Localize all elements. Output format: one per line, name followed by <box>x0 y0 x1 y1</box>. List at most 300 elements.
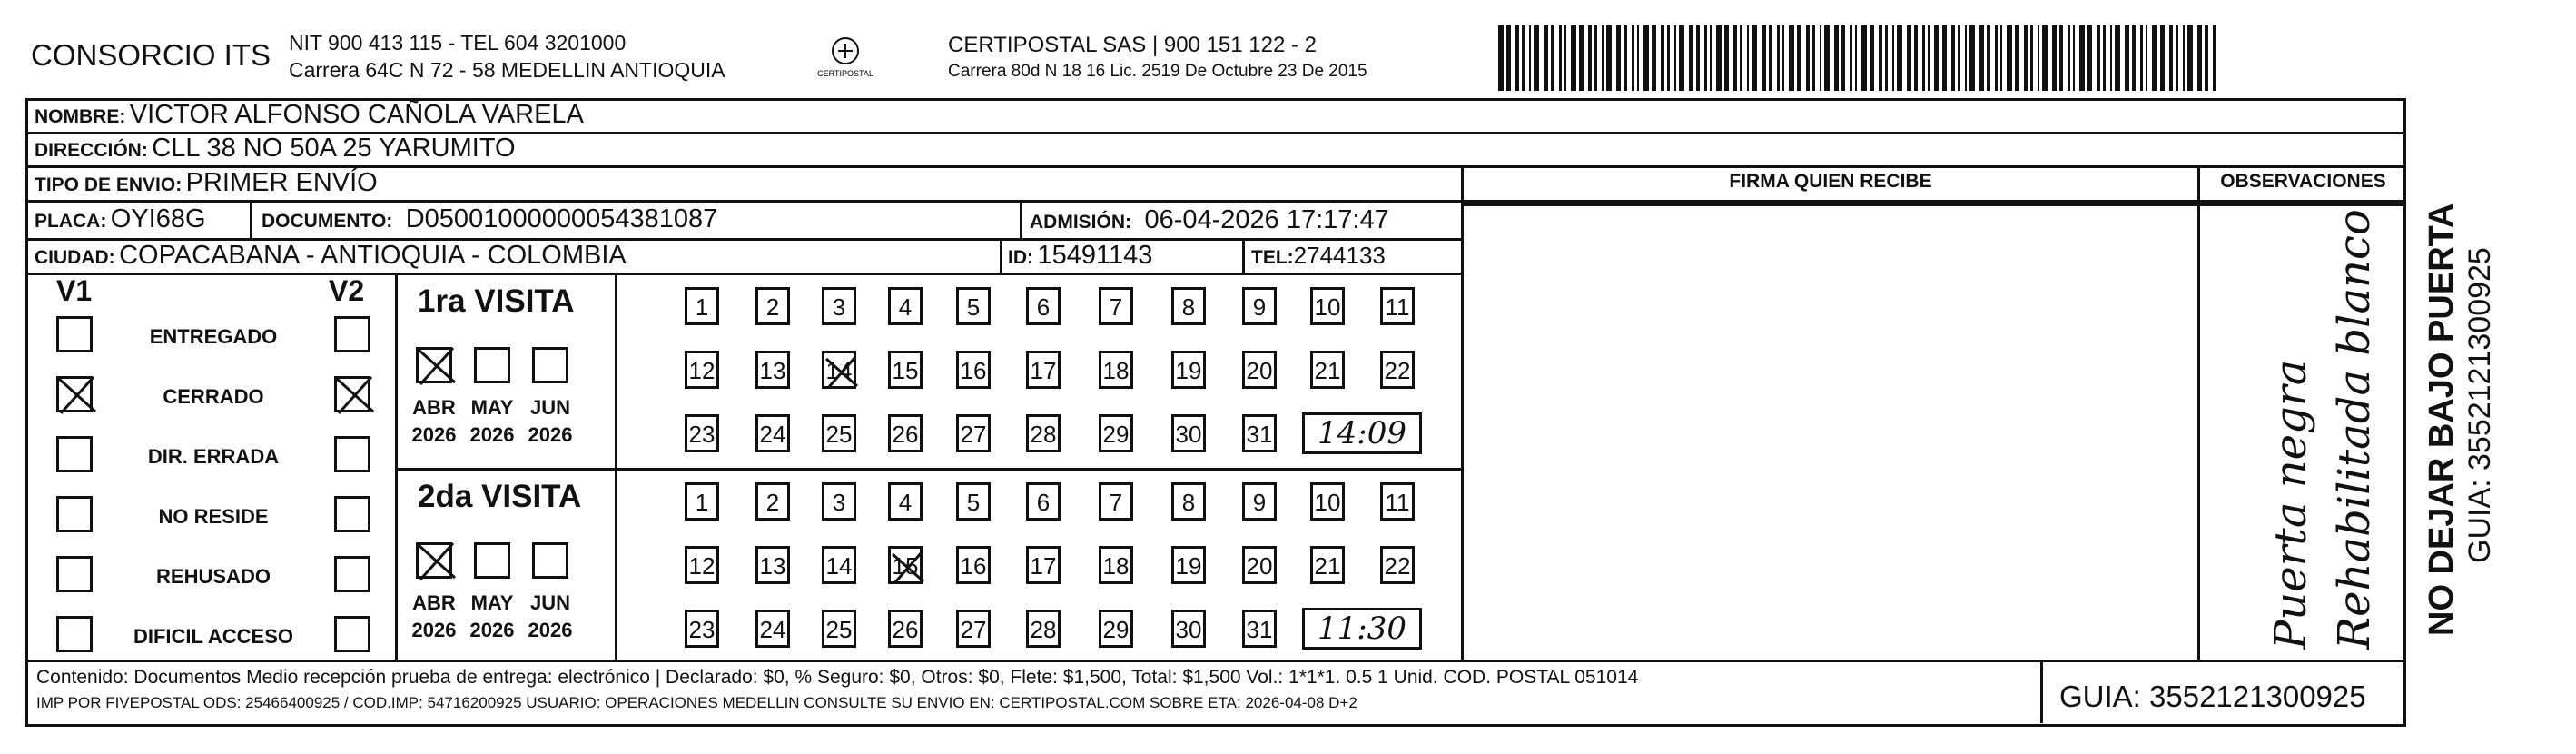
barcode-bar <box>1958 25 1960 91</box>
barcode-bar <box>1812 25 1815 91</box>
barcode-bar <box>1667 25 1670 91</box>
tel-row <box>1251 238 1386 277</box>
month-label: JUN <box>529 396 570 419</box>
day-box[interactable] <box>1171 610 1206 648</box>
year-label: 2026 <box>528 619 573 641</box>
admision-label: ADMISIÓN: <box>1030 212 1131 233</box>
day-box[interactable] <box>755 287 790 325</box>
footer-guia: GUIA: 3552121300925 <box>2059 680 2366 713</box>
barcode-bar <box>1559 25 1562 91</box>
month-checkbox[interactable] <box>474 347 510 383</box>
day-box[interactable] <box>822 610 856 648</box>
day-box[interactable] <box>822 414 856 452</box>
day-box[interactable] <box>1026 351 1061 389</box>
day-box[interactable] <box>888 546 923 584</box>
barcode-bar <box>1752 25 1757 91</box>
day-box[interactable] <box>1242 414 1277 452</box>
checkbox-v1[interactable] <box>56 316 93 352</box>
barcode-bar <box>1652 25 1656 91</box>
day-box[interactable] <box>1099 414 1133 452</box>
barcode-bar <box>1579 25 1584 91</box>
barcode-bar <box>1544 25 1548 91</box>
day-box[interactable] <box>685 351 719 389</box>
day-box[interactable] <box>755 610 790 648</box>
barcode-bar <box>1824 25 1830 91</box>
barcode-bar <box>1892 25 1894 91</box>
day-number: 20 <box>1246 552 1273 580</box>
barcode-bar <box>1747 25 1749 91</box>
day-number: 13 <box>759 552 786 580</box>
barcode-bar <box>1861 25 1867 91</box>
barcode-bar <box>1777 25 1780 91</box>
day-box[interactable] <box>1242 351 1277 389</box>
month-label: MAY <box>470 591 514 614</box>
barcode-bar <box>1762 25 1766 91</box>
barcode-bar <box>1674 25 1676 91</box>
barcode-bar <box>2140 25 2143 91</box>
barcode-bar <box>1551 25 1554 91</box>
checkbox-v1[interactable] <box>56 436 93 472</box>
day-number: 11 <box>1385 489 1410 516</box>
day-number: 6 <box>1036 293 1051 321</box>
year-label: 2026 <box>469 619 515 641</box>
day-number: 18 <box>1102 357 1130 384</box>
nombre-label: NOMBRE: <box>35 106 126 127</box>
barcode-bar <box>1696 25 1700 91</box>
barcode-bar <box>1724 25 1729 91</box>
barcode-bar <box>1870 25 1874 91</box>
v1-label: V1 <box>56 274 93 307</box>
day-box[interactable] <box>685 546 719 584</box>
day-number: 3 <box>832 489 846 516</box>
day-box[interactable] <box>1171 414 1206 452</box>
day-number: 30 <box>1175 421 1202 448</box>
nombre-value: VICTOR ALFONSO CAÑOLA VARELA <box>129 100 584 129</box>
day-box[interactable] <box>1242 287 1277 325</box>
day-number: 18 <box>1102 552 1130 580</box>
month-label: ABR <box>412 591 456 614</box>
day-number: 31 <box>1246 616 1273 643</box>
checkbox-v2[interactable] <box>334 616 370 652</box>
year-label: 2026 <box>411 423 457 446</box>
day-box[interactable] <box>822 287 856 325</box>
barcode-bar <box>1951 25 1955 91</box>
day-box[interactable] <box>1026 546 1061 584</box>
day-number: 5 <box>966 293 981 321</box>
day-number: 7 <box>1109 293 1123 321</box>
barcode-bar <box>1606 25 1612 91</box>
documento-label: DOCUMENTO: <box>262 211 393 232</box>
barcode-bar <box>1740 25 1742 91</box>
ciudad-value: COPACABANA - ANTIOQUIA - COLOMBIA <box>119 241 627 270</box>
day-number: 8 <box>1181 293 1196 321</box>
barcode-bar <box>1995 25 1998 91</box>
year-label: 2026 <box>411 619 457 641</box>
observaciones-handwriting-1: Puerta negra <box>2265 359 2316 650</box>
day-box[interactable] <box>1242 610 1277 648</box>
placa-row <box>35 200 206 243</box>
day-number: 25 <box>825 616 853 643</box>
barcode-bar <box>1515 25 1519 91</box>
barcode-bar <box>1704 25 1707 91</box>
barcode-bar <box>2073 25 2075 91</box>
barcode-bar <box>1914 25 1918 91</box>
barcode-bar <box>2213 25 2216 91</box>
status-label: CERRADO <box>163 385 264 408</box>
day-box[interactable] <box>888 414 923 452</box>
day-number: 7 <box>1109 489 1123 516</box>
day-box[interactable] <box>685 482 719 521</box>
barcode-bar <box>2187 25 2193 91</box>
barcode-bar <box>1987 25 1990 91</box>
barcode-bar <box>1834 25 1839 91</box>
visit-time: 14:09 <box>1302 412 1422 454</box>
barcode-bar <box>1506 25 1511 91</box>
day-box[interactable] <box>956 414 991 452</box>
tel-value: 2744133 <box>1293 242 1386 269</box>
barcode-bar <box>1855 25 1857 91</box>
day-number: 23 <box>688 421 716 448</box>
barcode-bar <box>1934 25 1939 91</box>
day-number: 27 <box>960 616 987 643</box>
day-number: 4 <box>898 489 913 516</box>
barcode-bar <box>1498 25 1504 91</box>
barcode-bar <box>1637 25 1639 91</box>
observaciones-handwriting-2: Rehabilitada blanco <box>2329 209 2380 650</box>
side-warning: NO DEJAR BAJO PUERTA <box>2423 203 2461 636</box>
day-number: 25 <box>825 421 853 448</box>
company-address: Carrera 64C N 72 - 58 MEDELLIN ANTIOQUIA <box>289 58 725 82</box>
certipostal-logo <box>814 33 877 87</box>
day-box[interactable] <box>1171 287 1206 325</box>
barcode-bar <box>2087 25 2092 91</box>
day-box[interactable] <box>755 546 790 584</box>
barcode-bar <box>2000 25 2002 91</box>
day-box[interactable] <box>956 610 991 648</box>
barcode-bar <box>1979 25 1984 91</box>
day-number: 2 <box>765 489 780 516</box>
day-number: 21 <box>1314 357 1341 384</box>
checkbox-v1[interactable] <box>56 556 93 592</box>
day-number: 22 <box>1384 357 1411 384</box>
day-box[interactable] <box>822 482 856 521</box>
day-number: 22 <box>1384 552 1411 580</box>
day-box[interactable] <box>888 610 923 648</box>
month-checkbox[interactable] <box>416 542 452 579</box>
day-box[interactable] <box>1310 287 1345 325</box>
month-label: ABR <box>412 396 456 419</box>
day-box[interactable] <box>956 287 991 325</box>
barcode-bar <box>1928 25 1930 91</box>
day-box[interactable] <box>1026 287 1061 325</box>
day-box[interactable] <box>956 482 991 521</box>
barcode-bar <box>2160 25 2165 91</box>
day-number: 26 <box>892 616 919 643</box>
day-number: 12 <box>688 552 716 580</box>
day-box[interactable] <box>1242 546 1277 584</box>
barcode-bar <box>2125 25 2129 91</box>
day-number: 9 <box>1252 293 1267 321</box>
checkbox-v2[interactable] <box>334 496 370 532</box>
day-box[interactable] <box>1171 351 1206 389</box>
day-number: 1 <box>695 489 709 516</box>
month-checkbox[interactable] <box>532 347 568 383</box>
day-number: 30 <box>1175 616 1202 643</box>
status-label: DIR. ERRADA <box>147 445 280 468</box>
day-number: 14 <box>825 357 853 384</box>
day-number: 2 <box>765 293 780 321</box>
year-label: 2026 <box>528 423 573 446</box>
ciudad-row <box>35 238 627 277</box>
tel-label: TEL: <box>1251 247 1294 268</box>
barcode-bar <box>2024 25 2028 91</box>
day-box[interactable] <box>1171 482 1206 521</box>
barcode-bar <box>1789 25 1794 91</box>
barcode <box>1498 25 2225 91</box>
id-label: ID: <box>1008 247 1033 268</box>
barcode-bar <box>2097 25 2100 91</box>
barcode-bar <box>1885 25 1888 91</box>
day-box[interactable] <box>822 546 856 584</box>
barcode-bar <box>2038 25 2039 91</box>
barcode-bar <box>2205 25 2208 91</box>
checkbox-v2[interactable] <box>334 556 370 592</box>
day-box[interactable] <box>888 482 923 521</box>
month-checkbox[interactable] <box>474 542 510 579</box>
company-name: CONSORCIO ITS <box>31 38 271 72</box>
v2-label: V2 <box>329 274 365 307</box>
barcode-bar <box>2110 25 2112 91</box>
barcode-bar <box>1716 25 1722 91</box>
barcode-bar <box>1820 25 1821 91</box>
barcode-bar <box>1733 25 1737 91</box>
day-box[interactable] <box>1026 414 1061 452</box>
day-number: 29 <box>1102 421 1130 448</box>
day-box[interactable] <box>1026 482 1061 521</box>
barcode-bar <box>2059 25 2063 91</box>
barcode-bar <box>1969 25 1975 91</box>
barcode-bar <box>1643 25 1649 91</box>
day-number: 8 <box>1181 489 1196 516</box>
courier-name: CERTIPOSTAL SAS | 900 151 122 - 2 <box>948 33 1317 57</box>
day-box[interactable] <box>1380 546 1415 584</box>
nombre-row <box>35 98 584 135</box>
day-number: 29 <box>1102 616 1130 643</box>
barcode-bar <box>1632 25 1634 91</box>
tipo-value: PRIMER ENVÍO <box>185 168 378 197</box>
checkbox-v2[interactable] <box>334 316 370 352</box>
day-number: 19 <box>1175 357 1202 384</box>
barcode-bar <box>2007 25 2012 91</box>
barcode-bar <box>1602 25 1604 91</box>
day-number: 13 <box>759 357 786 384</box>
barcode-bar <box>1942 25 1947 91</box>
x-mark-icon <box>331 372 379 419</box>
barcode-bar <box>1661 25 1664 91</box>
month-label: MAY <box>470 396 514 419</box>
day-box[interactable] <box>1310 482 1345 521</box>
barcode-bar <box>1534 25 1539 91</box>
barcode-bar <box>1594 25 1597 91</box>
barcode-bar <box>1529 25 1531 91</box>
day-number: 17 <box>1030 552 1057 580</box>
day-number: 19 <box>1175 552 1202 580</box>
day-box[interactable] <box>1242 482 1277 521</box>
placa-label: PLACA: <box>35 211 107 232</box>
day-number: 10 <box>1314 293 1341 321</box>
barcode-bar <box>1782 25 1784 91</box>
month-label: JUN <box>529 591 570 614</box>
day-box[interactable] <box>1310 546 1345 584</box>
status-label: ENTREGADO <box>149 325 278 348</box>
day-box[interactable] <box>1380 287 1415 325</box>
checkbox-v1[interactable] <box>56 616 93 652</box>
day-box[interactable] <box>1099 287 1133 325</box>
documento-row <box>262 200 717 243</box>
month-checkbox[interactable] <box>416 347 452 383</box>
documento-value: D05001000000054381087 <box>405 204 718 233</box>
checkbox-v1[interactable] <box>56 376 93 412</box>
status-label: NO RESIDE <box>158 505 269 528</box>
admision-value: 06-04-2026 17:17:47 <box>1144 205 1389 234</box>
day-box[interactable] <box>888 351 923 389</box>
observaciones-header: OBSERVACIONES <box>2220 171 2386 192</box>
barcode-bar <box>1624 25 1627 91</box>
barcode-bar <box>1806 25 1810 91</box>
tipo-row <box>35 165 378 204</box>
month-checkbox[interactable] <box>532 542 568 579</box>
barcode-bar <box>1571 25 1576 91</box>
day-number: 12 <box>688 357 716 384</box>
day-box[interactable] <box>755 414 790 452</box>
checkbox-v2[interactable] <box>334 436 370 472</box>
barcode-bar <box>1797 25 1801 91</box>
day-number: 21 <box>1314 552 1341 580</box>
ciudad-label: CIUDAD: <box>35 247 115 268</box>
barcode-bar <box>2169 25 2173 91</box>
barcode-bar <box>2030 25 2033 91</box>
day-number: 6 <box>1036 489 1051 516</box>
tipo-label: TIPO DE ENVIO: <box>35 174 183 195</box>
day-number: 23 <box>688 616 716 643</box>
x-mark-icon <box>413 538 460 585</box>
day-box[interactable] <box>1099 610 1133 648</box>
day-box[interactable] <box>1310 351 1345 389</box>
barcode-bar <box>2103 25 2106 91</box>
barcode-bar <box>1689 25 1693 91</box>
visit-time: 11:30 <box>1302 608 1422 650</box>
day-box[interactable] <box>685 287 719 325</box>
day-box[interactable] <box>888 287 923 325</box>
barcode-bar <box>1879 25 1882 91</box>
day-number: 16 <box>960 552 987 580</box>
day-box[interactable] <box>822 351 856 389</box>
day-box[interactable] <box>956 351 991 389</box>
day-box[interactable] <box>755 351 790 389</box>
barcode-bar <box>1907 25 1911 91</box>
barcode-bar <box>1965 25 1967 91</box>
placa-value: OYI68G <box>110 204 206 233</box>
barcode-bar <box>1922 25 1925 91</box>
day-box[interactable] <box>1380 351 1415 389</box>
visit-title: 1ra VISITA <box>418 283 575 319</box>
day-number: 3 <box>832 293 846 321</box>
barcode-bar <box>1841 25 1845 91</box>
checkbox-v2[interactable] <box>334 376 370 412</box>
day-number: 27 <box>960 421 987 448</box>
barcode-bar <box>2042 25 2048 91</box>
direccion-row <box>35 132 516 169</box>
x-mark-icon <box>413 342 460 390</box>
barcode-bar <box>2176 25 2178 91</box>
x-mark-icon <box>54 372 101 419</box>
barcode-bar <box>1564 25 1566 91</box>
status-label: REHUSADO <box>156 565 271 588</box>
day-number: 1 <box>695 293 709 321</box>
day-box[interactable] <box>1099 546 1133 584</box>
year-label: 2026 <box>469 423 515 446</box>
visit-title: 2da VISITA <box>418 479 582 514</box>
x-mark-icon <box>824 353 859 392</box>
day-number: 14 <box>825 552 853 580</box>
day-box[interactable] <box>1380 482 1415 521</box>
day-number: 16 <box>960 357 987 384</box>
day-number: 24 <box>759 421 786 448</box>
day-number: 17 <box>1030 357 1057 384</box>
day-box[interactable] <box>1099 351 1133 389</box>
day-number: 9 <box>1252 489 1267 516</box>
barcode-bar <box>1679 25 1684 91</box>
status-label: DIFICIL ACCESO <box>133 625 293 648</box>
day-number: 4 <box>898 293 913 321</box>
barcode-bar <box>2152 25 2157 91</box>
id-value: 15491143 <box>1037 241 1153 270</box>
day-number: 28 <box>1030 421 1057 448</box>
day-box[interactable] <box>755 482 790 521</box>
checkbox-v1[interactable] <box>56 496 93 532</box>
barcode-bar <box>2052 25 2057 91</box>
barcode-bar <box>2197 25 2202 91</box>
logo-wordmark: CERTIPOSTAL <box>817 69 873 78</box>
barcode-bar <box>1769 25 1772 91</box>
day-number: 15 <box>892 552 919 580</box>
day-box[interactable] <box>685 414 719 452</box>
day-number: 15 <box>892 357 919 384</box>
side-guia: GUIA: 3552121300925 <box>2462 247 2497 563</box>
day-box[interactable] <box>956 546 991 584</box>
barcode-bar <box>2015 25 2019 91</box>
company-nit: NIT 900 413 115 - TEL 604 3201000 <box>289 31 627 55</box>
day-box[interactable] <box>1171 546 1206 584</box>
barcode-bar <box>2079 25 2085 91</box>
day-number: 31 <box>1246 421 1273 448</box>
barcode-bar <box>1897 25 1902 91</box>
barcode-bar <box>1522 25 1525 91</box>
day-box[interactable] <box>685 610 719 648</box>
barcode-bar <box>2183 25 2185 91</box>
footer-content: Contenido: Documentos Medio recepción prueba de entrega: electrónico | Declarado: $0, % Seguro: $0, Otros: $0, Flete: $1,500, Total: $1,500 Vol.: 1*1*1. 0.5 1 Unid. COD. POSTAL 051014 <box>36 667 1639 688</box>
direccion-value: CLL 38 NO 50A 25 YARUMITO <box>152 134 516 163</box>
barcode-bar <box>1588 25 1592 91</box>
x-mark-icon <box>891 549 925 587</box>
day-box[interactable] <box>1099 482 1133 521</box>
day-box[interactable] <box>1026 610 1061 648</box>
barcode-bar <box>2068 25 2070 91</box>
day-number: 10 <box>1314 489 1341 516</box>
day-number: 24 <box>759 616 786 643</box>
barcode-bar <box>1710 25 1712 91</box>
barcode-bar <box>2115 25 2120 91</box>
